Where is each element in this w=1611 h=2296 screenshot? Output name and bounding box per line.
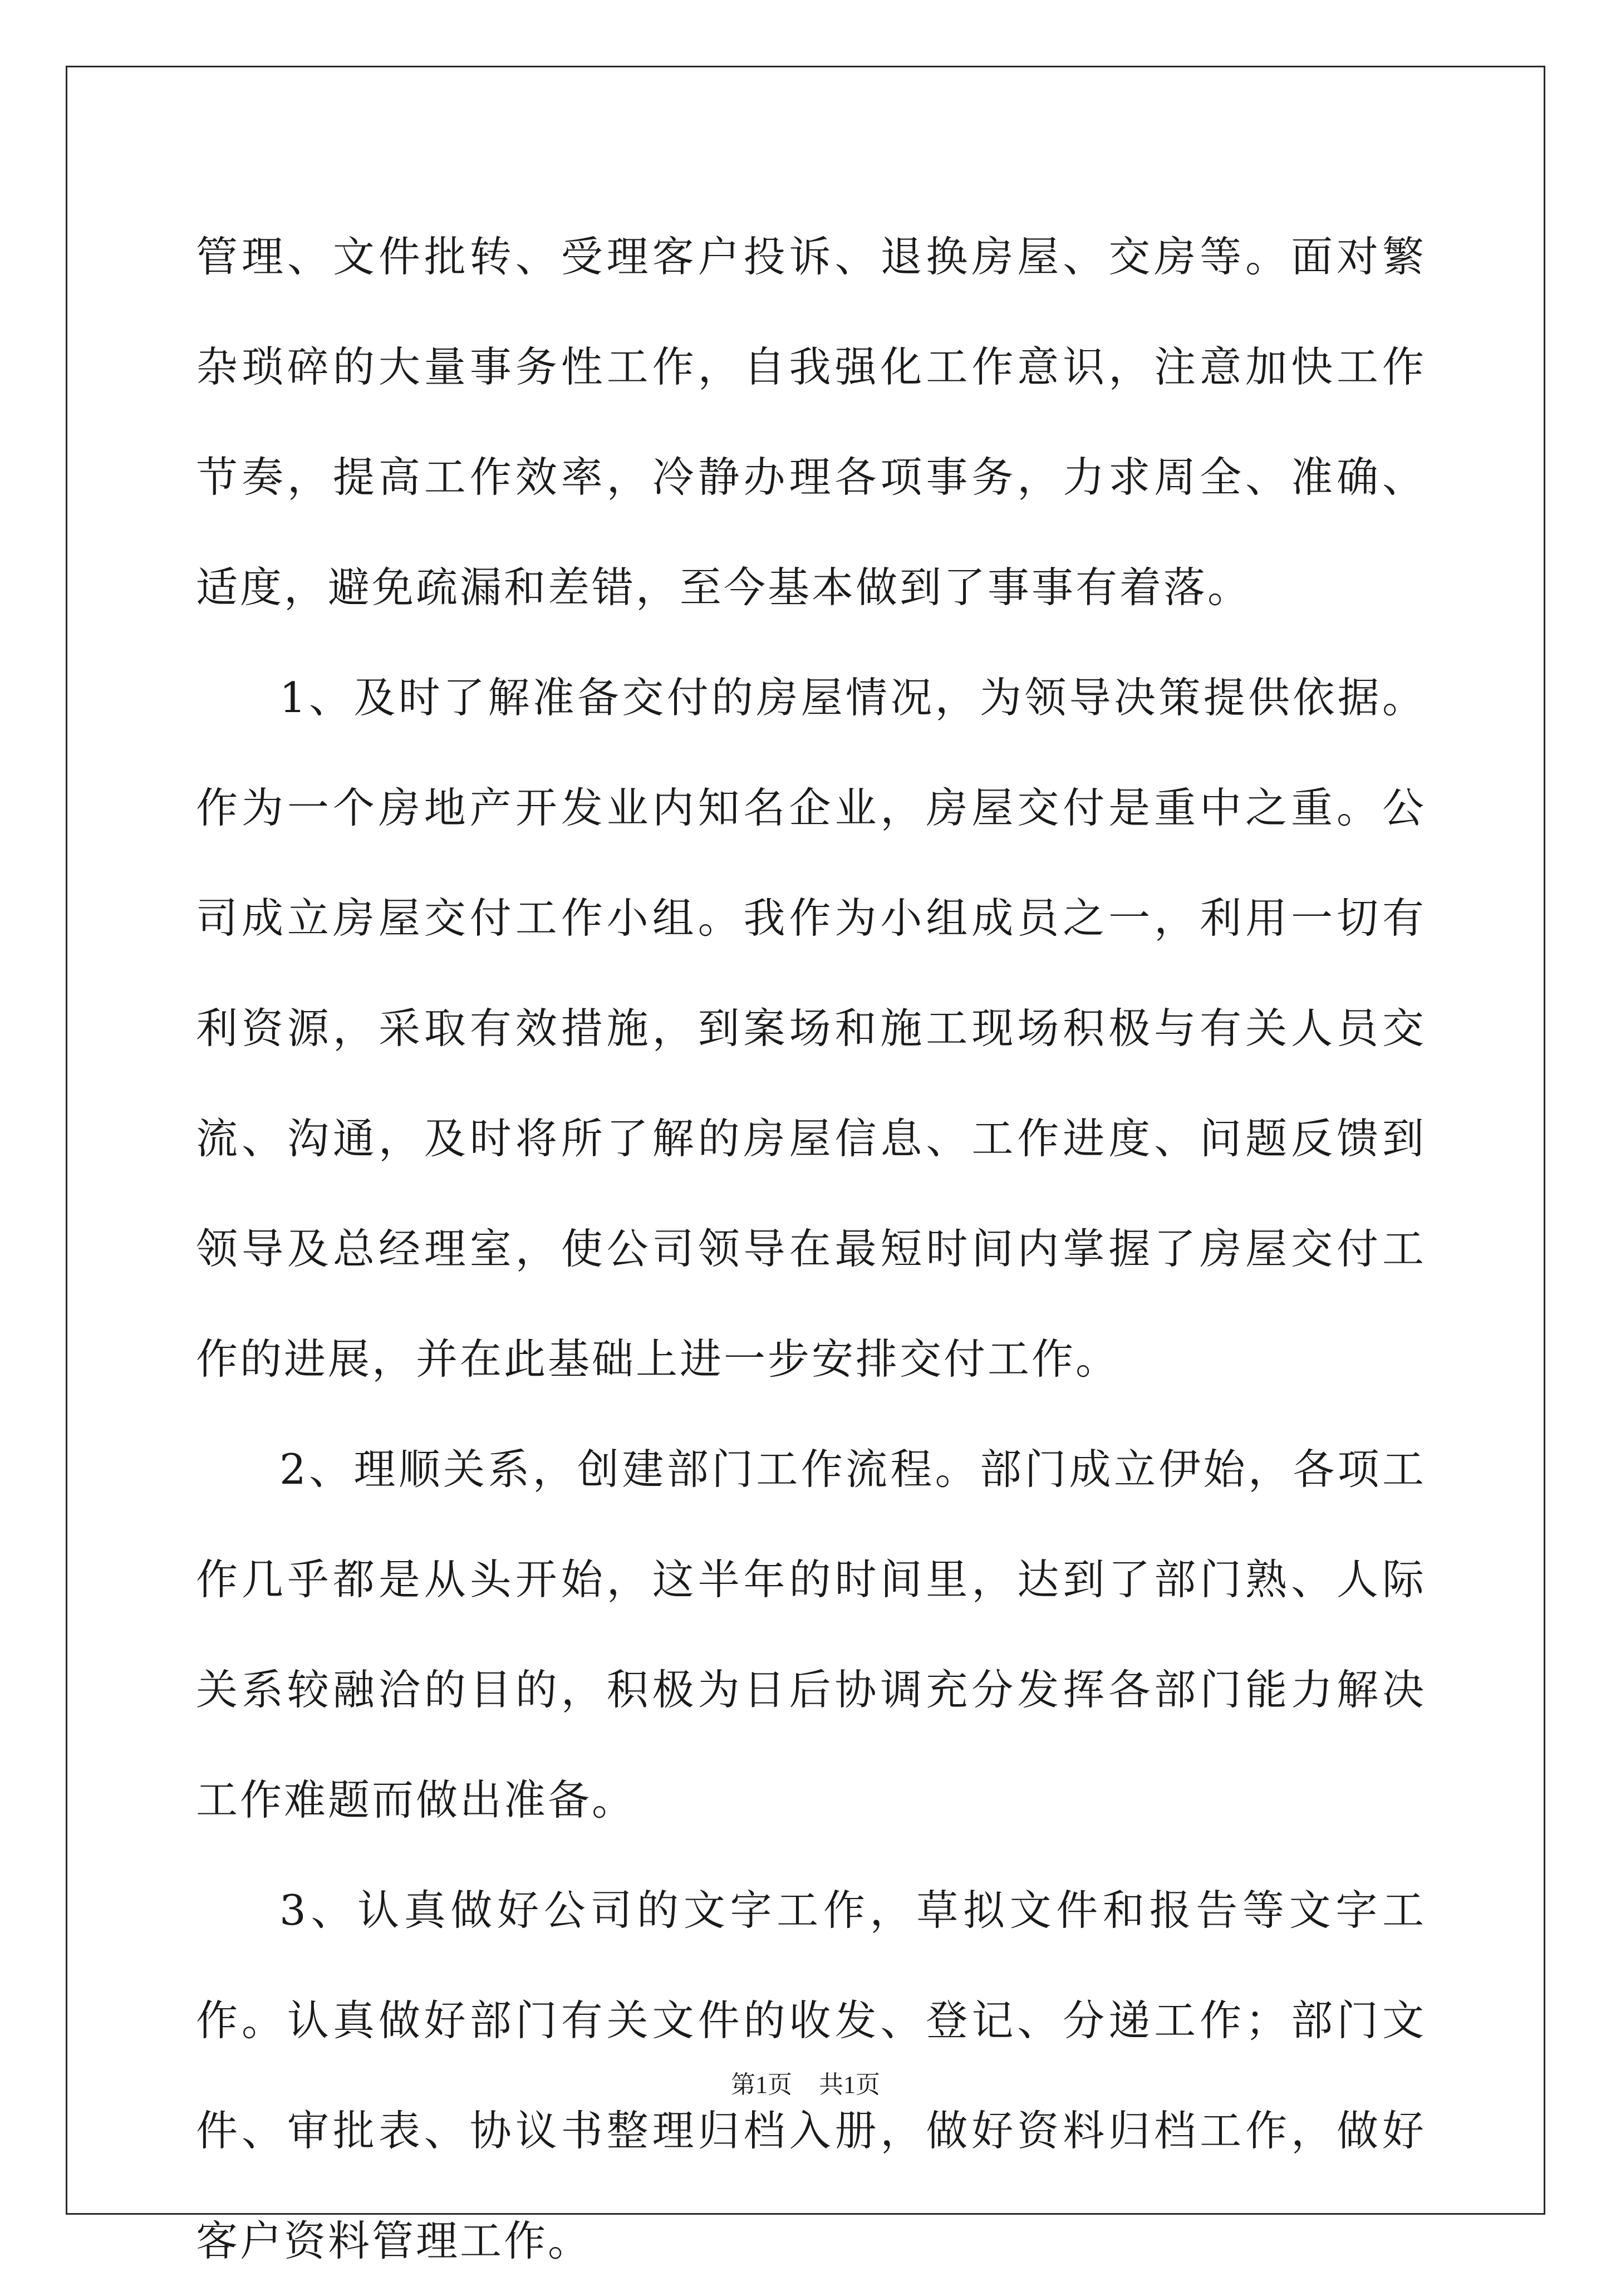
page-total: 共1页: [819, 2071, 880, 2098]
paragraph-intro: 管理、文件批转、受理客户投诉、退换房屋、交房等。面对繁杂琐碎的大量事务性工作，自我强化工作意识，注意加快工作节奏，提高工作效率，冷静办理各项事务，力求周全、准确、适度，避免疏漏和差错，至今基本做到了事事有着落。: [196, 232, 1426, 612]
page-number: 第1页: [731, 2071, 792, 2098]
paragraph-item-3: 3、认真做好公司的文字工作，草拟文件和报告等文字工作。认真做好部门有关文件的收发、登记、分递工作；部门文件、审批表、协议书整理归档入册，做好资料归档工作，做好客户资料管理工作。: [196, 1886, 1426, 2265]
document-body: [196, 202, 1426, 2296]
paragraph-item-2: 2、理顺关系，创建部门工作流程。部门成立伊始，各项工作几乎都是从头开始，这半年的时间里，达到了部门熟、人际关系较融洽的目的，积极为日后协调充分发挥各部门能力解决工作难题而做出准备。: [196, 1445, 1426, 1824]
paragraph-item-1: 1、及时了解准备交付的房屋情况，为领导决策提供依据。作为一个房地产开发业内知名企业，房屋交付是重中之重。公司成立房屋交付工作小组。我作为小组成员之一，利用一切有利资源，采取有效措施，到案场和施工现场积极与有关人员交流、沟通，及时将所了解的房屋信息、工作进度、问题反馈到领导及总经理室，使公司领导在最短时间内掌握了房屋交付工作的进展，并在此基础上进一步安排交付工作。: [196, 673, 1426, 1384]
page-footer: [0, 2064, 1611, 2100]
